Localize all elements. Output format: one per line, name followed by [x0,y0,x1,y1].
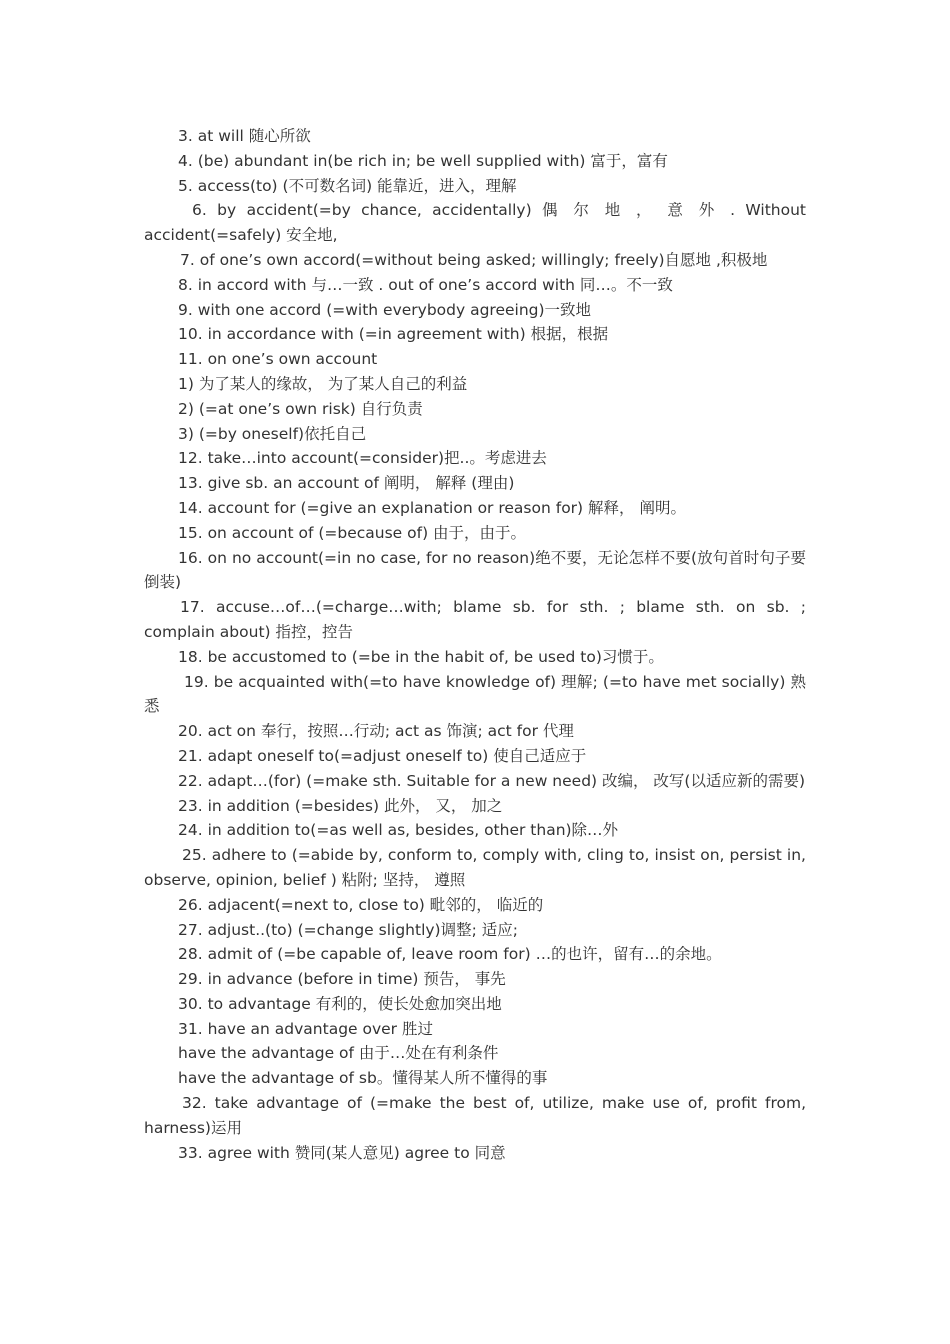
entry-line: 17. accuse…of…(=charge…with; blame sb. for sth. ; blame sth. on sb. ; complain about) 指控，控告 [144,598,806,641]
entry-line: 20. act on 奉行，按照…行动; act as 饰演; act for 代理 [178,722,574,741]
entry-line: 11. on one’s own account [178,350,378,369]
entry-line: 8. in accord with 与…一致 . out of one’s accord with 同…。不一致 [178,275,673,294]
entry-line: 19. be acquainted with(=to have knowledge of) 理解; (=to have met socially) 熟悉 [144,672,806,716]
entry-line: 10. in accordance with (=in agreement with) 根据，根据 [178,325,609,344]
entry-line: 27. adjust..(to) (=change slightly)调整; 适应; [178,920,518,939]
entry-line: 16. on no account(=in no case, for no reason)绝不要，无论怎样不要(放句首时句子要倒装) [144,548,806,592]
entry-line: 9. with one accord (=with everybody agreeing)一致地 [178,300,592,319]
entry-line: 3) (=by oneself)依托自己 [178,424,367,443]
entry-line: 15. on account of (=because of) 由于，由于。 [178,523,527,542]
entry-line: 30. to advantage 有利的，使长处愈加突出地 [178,994,502,1013]
entry-line: 3. at will 随心所欲 [178,127,311,145]
entry-line: 1) 为了某人的缘故， 为了某人自己的利益 [178,374,468,393]
entry-line: have the advantage of sb。懂得某人所不懂得的事 [178,1069,548,1088]
entry-line: 33. agree with 赞同(某人意见) agree to 同意 [178,1143,506,1162]
entry-line: 24. in addition to(=as well as, besides, other than)除…外 [178,821,619,840]
entry-line: 18. be accustomed to (=be in the habit of, be used to)习惯于。 [178,647,664,666]
entry-line: 5. access(to) (不可数名词) 能靠近，进入，理解 [178,176,517,195]
entry-line: 14. account for (=give an explanation or reason for) 解释， 阐明。 [178,498,686,517]
entry-line: 22. adapt…(for) (=make sth. Suitable for a new need) 改编， 改写(以适应新的需要) [178,771,806,790]
entry-line: 6. by accident(=by chance, accidentally) 偶 尔 地 ， 意 外 . Without accident(=safely) 安全地, [144,201,806,245]
entry-line: 29. in advance (before in time) 预告， 事先 [178,970,506,989]
entry-line: 31. have an advantage over 胜过 [178,1019,433,1038]
entry-line: 7. of one’s own accord(=without being asked; willingly; freely)自愿地 ,积极地 [180,250,768,269]
entry-line: 26. adjacent(=next to, close to) 毗邻的， 临近的 [178,895,544,914]
entry-line: 25. adhere to (=abide by, conform to, comply with, cling to, insist on, persist in, observe, opinion, belief ) 粘附; 坚持， 遵照 [144,846,806,889]
entry-line: have the advantage of 由于…处在有利条件 [178,1044,499,1063]
entry-line: 2) (=at one’s own risk) 自行负责 [178,399,423,418]
entry-line: 32. take advantage of (=make the best of, utilize, make use of, profit from, harness)运用 [144,1094,806,1137]
entry-line: 12. take…into account(=consider)把..。考虑进去 [178,449,547,468]
document-page [144,124,806,1165]
entry-line: 28. admit of (=be capable of, leave room for) …的也许，留有…的余地。 [178,945,722,964]
entry-line: 13. give sb. an account of 阐明， 解释 (理由) [178,474,515,493]
entry-line: 4. (be) abundant in(be rich in; be well supplied with) 富于，富有 [178,151,668,170]
entry-line: 21. adapt oneself to(=adjust oneself to) 使自己适应于 [178,746,587,765]
entry-line: 23. in addition (=besides) 此外， 又， 加之 [178,796,503,815]
